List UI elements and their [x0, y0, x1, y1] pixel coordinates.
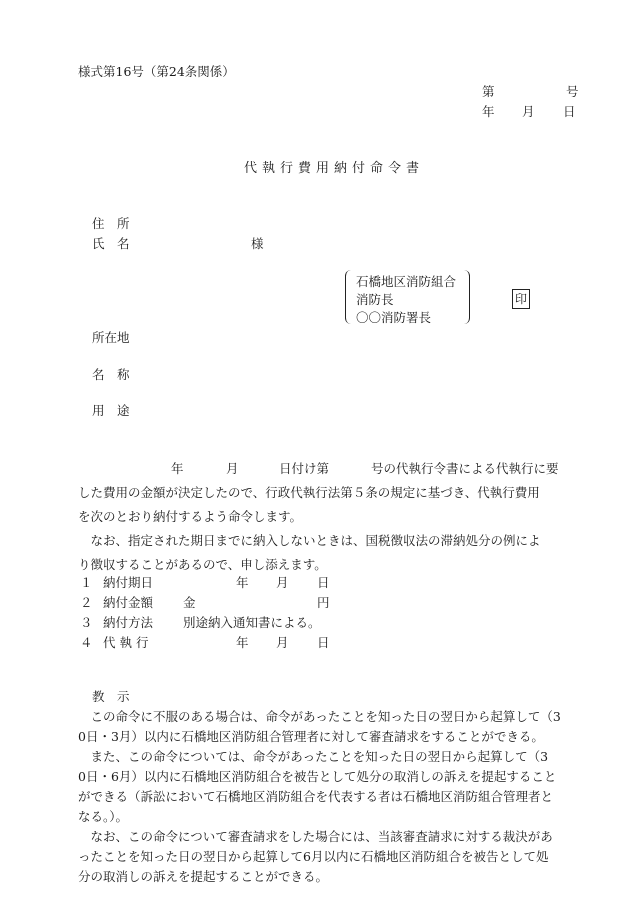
notice-heading: 教 示 [92, 689, 130, 704]
facility-use-label: 用 途 [92, 403, 130, 418]
form-number: 様式第16号（第24条関係） [78, 64, 235, 79]
item-number: ４ [80, 635, 93, 650]
body-paragraph2-line2: り徴収することがあるので、申し添えます。 [78, 557, 327, 572]
body-line1-rest: 号の代執行令書による代執行に要 [371, 461, 559, 476]
item-value-month: 月 [276, 635, 289, 650]
issuer-left-brace [345, 270, 352, 324]
addressee-address-label: 住 所 [92, 216, 130, 231]
document-number-prefix: 第 [482, 84, 495, 99]
issuer-organization: 石橋地区消防組合 [356, 274, 457, 289]
addressee-name-label: 氏 名 [92, 236, 130, 251]
item-value-currency: 円 [317, 595, 330, 610]
notice-line: また、この命令については、命令があったことを知った日の翌日から起算して（3 [78, 749, 549, 764]
item-label: 納付期日 [103, 575, 154, 590]
item-value-year: 年 [236, 635, 249, 650]
notice-line: 分の取消しの訴えを提起することができる。 [78, 869, 329, 884]
item-value-year: 年 [236, 575, 249, 590]
item-label: 納付方法 [103, 615, 154, 630]
issue-date-day: 日 [563, 104, 576, 119]
body-paragraph2-line1: なお、指定された期日までに納入しないときは、国税徴収法の滞納処分の例によ [78, 533, 541, 548]
issuer-right-brace [463, 270, 470, 324]
addressee-honorific: 様 [251, 236, 264, 251]
facility-name-label: 名 称 [92, 367, 130, 382]
notice-line: ができる（訴訟において石橋地区消防組合を代表する者は石橋地区消防組合管理者と [78, 789, 554, 804]
issue-date-month: 月 [522, 104, 535, 119]
item-value-day: 日 [317, 575, 330, 590]
item-value-amount-prefix: 金 [183, 595, 196, 610]
notice-line: 0日・3月）以内に石橋地区消防組合管理者に対して審査請求をすることができる。 [78, 729, 544, 744]
body-line2: した費用の金額が決定したので、行政代執行法第５条の規定に基づき、代執行費用 [78, 485, 540, 500]
item-label: 納付金額 [103, 595, 154, 610]
issuer-title-chief: 消防長 [356, 292, 394, 307]
body-month: 月 [226, 461, 239, 476]
issue-date-year: 年 [482, 104, 495, 119]
document-number-suffix: 号 [566, 84, 579, 99]
body-date-number-prefix: 日付け第 [279, 461, 330, 476]
item-value-method: 別途納入通知書による。 [183, 615, 321, 630]
location-label: 所在地 [92, 330, 130, 345]
notice-line: 0日・6月）以内に石橋地区消防組合を被告として処分の取消しの訴えを提起すること [78, 769, 557, 784]
seal-mark: 印 [512, 289, 530, 309]
notice-line: この命令に不服のある場合は、命令があったことを知った日の翌日から起算して（3 [78, 709, 561, 724]
item-number: ２ [80, 595, 93, 610]
item-value-month: 月 [276, 575, 289, 590]
notice-line: ったことを知った日の翌日から起算して6月以内に石橋地区消防組合を被告として処 [78, 849, 549, 864]
notice-line: なお、この命令について審査請求をした場合には、当該審査請求に対する裁決があ [78, 829, 553, 844]
body-line3: を次のとおり納付するよう命令します。 [78, 509, 303, 524]
item-number: １ [80, 575, 93, 590]
item-number: ３ [80, 615, 93, 630]
notice-line: なる。）。 [78, 809, 129, 824]
item-label: 代 執 行 [103, 635, 149, 650]
document-title: 代執行費用納付命令書 [244, 161, 425, 176]
body-year: 年 [171, 461, 184, 476]
item-value-day: 日 [317, 635, 330, 650]
issuer-title-station-chief: 〇〇消防署長 [356, 310, 432, 325]
